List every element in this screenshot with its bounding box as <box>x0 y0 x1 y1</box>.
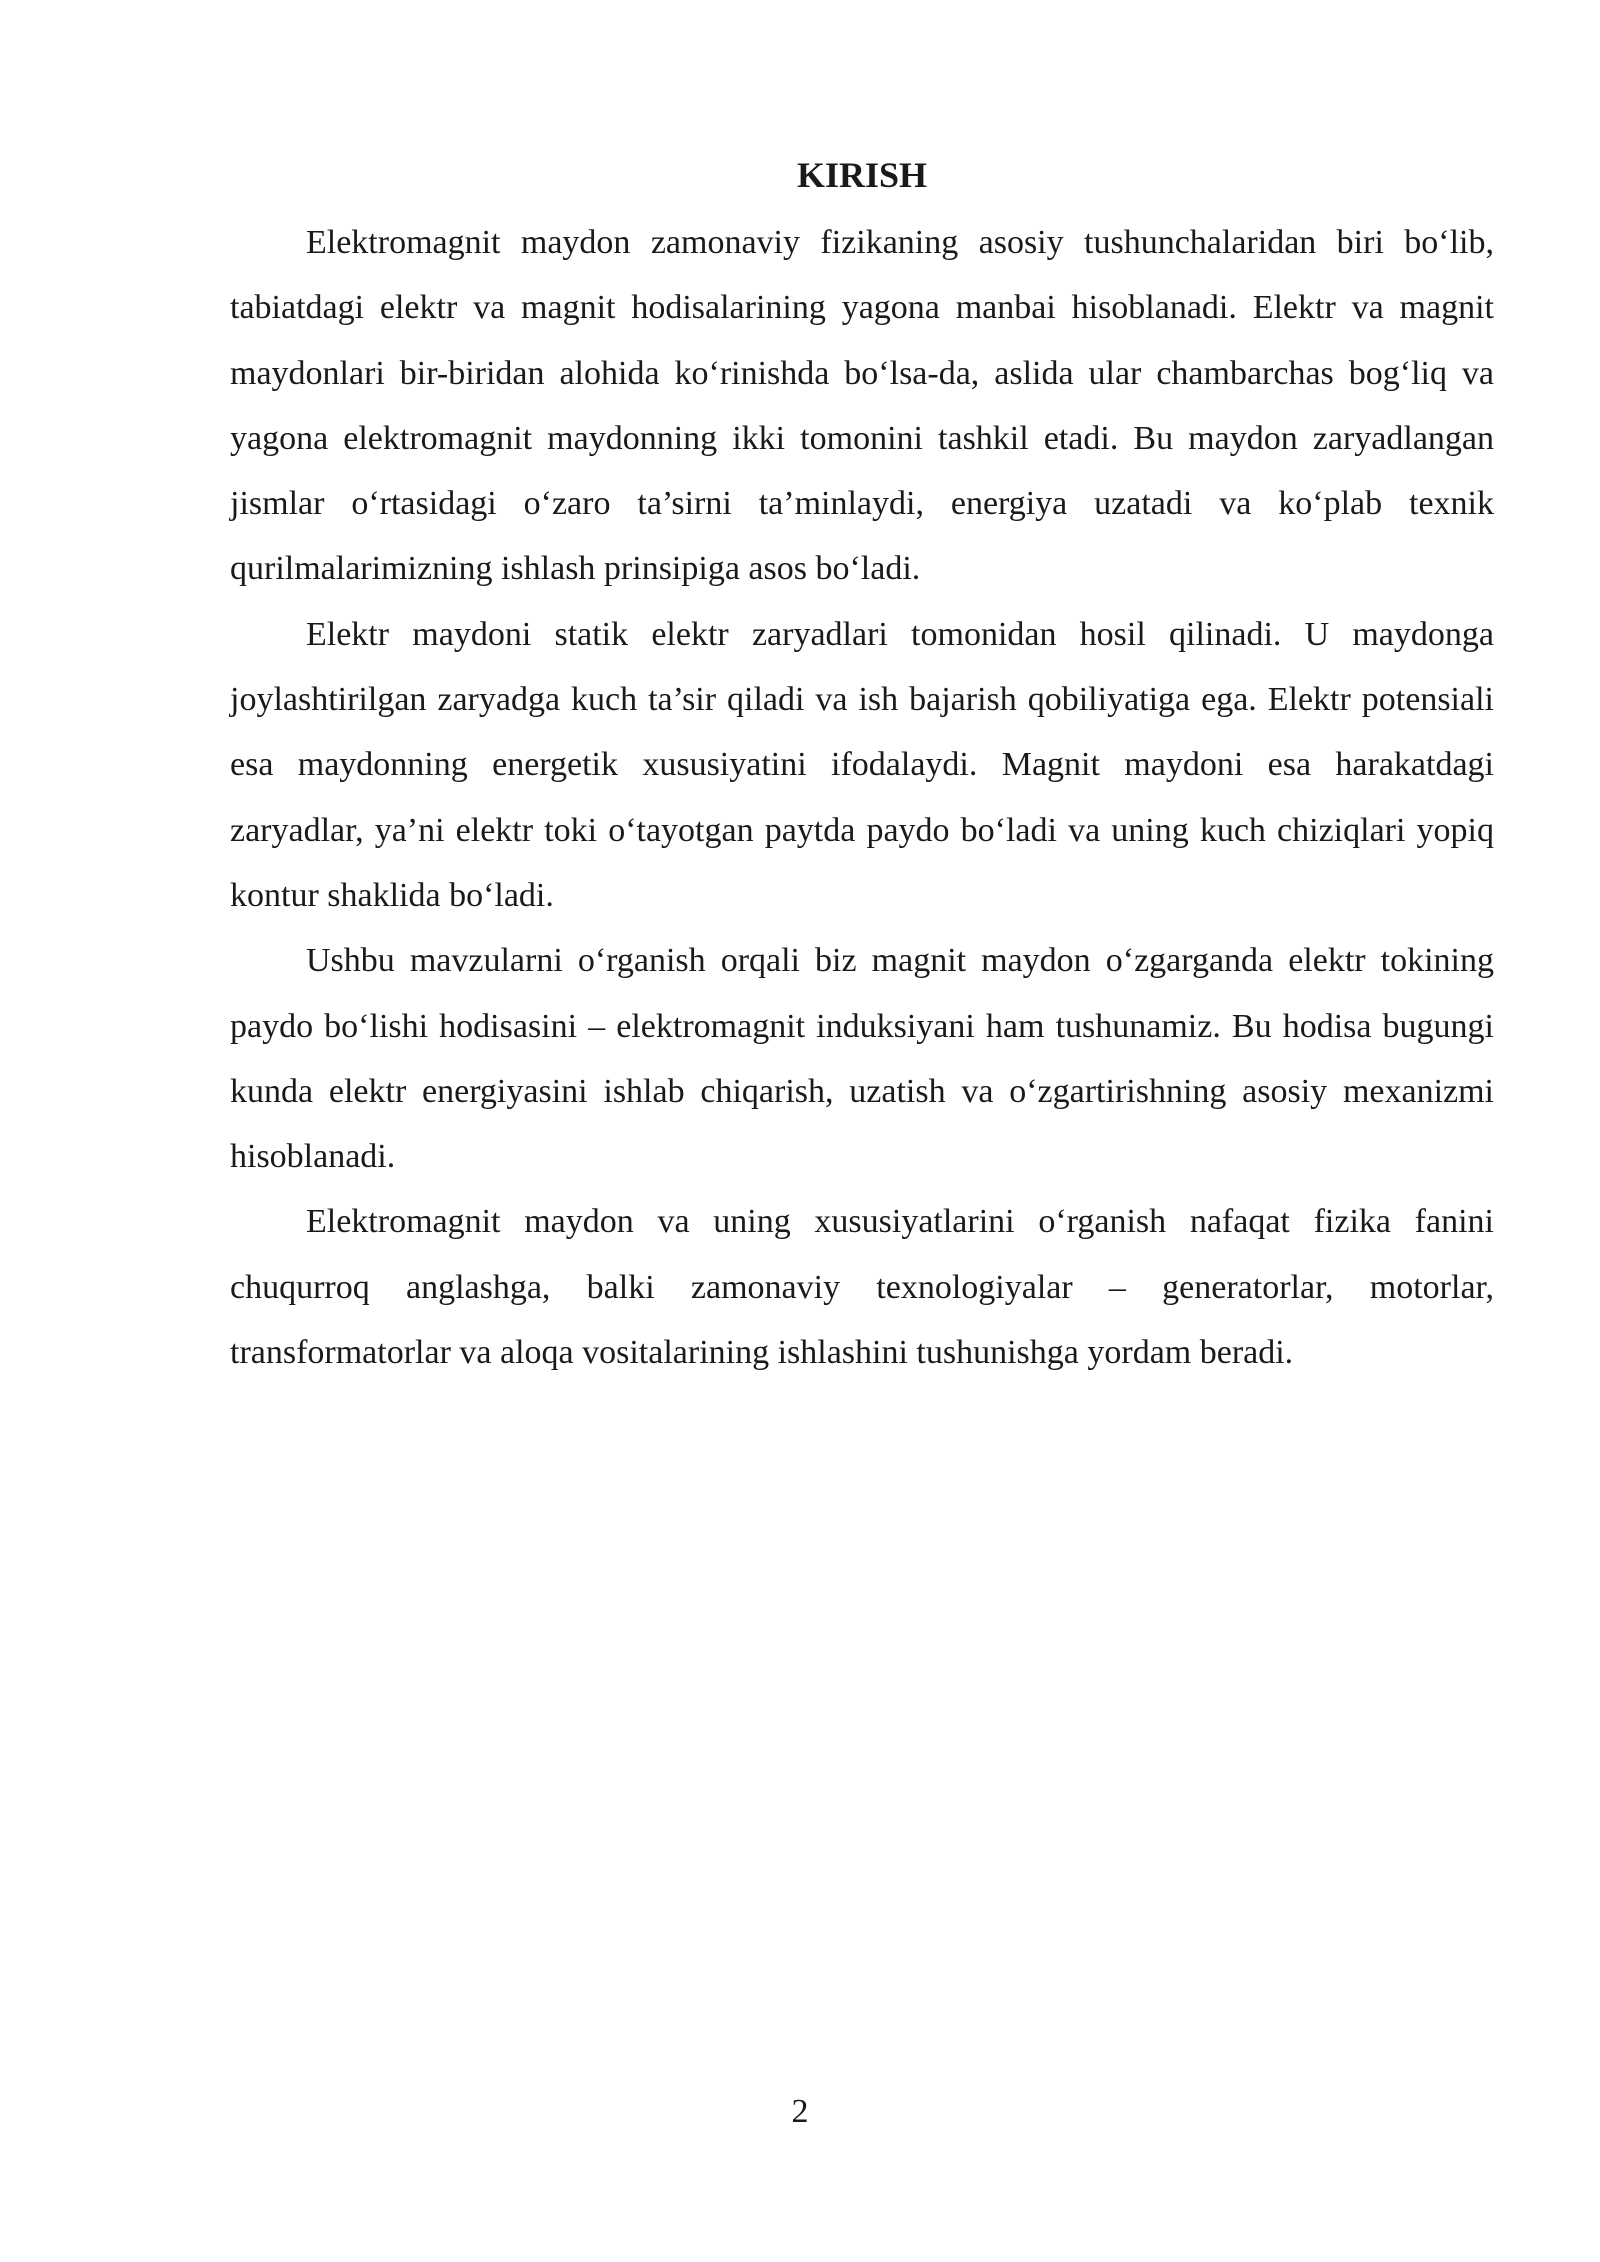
page-content <box>230 150 1494 1385</box>
paragraph-intro: Elektromagnit maydon zamonaviy fizikaning asosiy tushunchalaridan biri bo‘lib, tabiatdagi elektr va magnit hodisalarining yagona manbai hisoblanadi. Elektr va magnit maydonlari bir-biridan alohida ko‘rinishda bo‘lsa-da, aslida ular chambarchas bog‘liq va yagona elektromagnit maydonning ikki tomonini tashkil etadi. Bu maydon zaryadlangan jismlar o‘rtasidagi o‘zaro ta’sirni ta’minlaydi, energiya uzatadi va ko‘plab texnik qurilmalarimizning ishlash prinsipiga asos bo‘ladi. <box>230 224 1494 588</box>
paragraph-electric-field: Elektr maydoni statik elektr zaryadlari tomonidan hosil qilinadi. U maydonga joylashtirilgan zaryadga kuch ta’sir qiladi va ish bajarish qobiliyatiga ega. Elektr potensiali esa maydonning energetik xususiyatini ifodalaydi. Magnit maydoni esa harakatdagi zaryadlar, ya’ni elektr toki o‘tayotgan paytda paydo bo‘ladi va uning kuch chiziqlari yopiq kontur shaklida bo‘ladi. <box>230 615 1494 914</box>
page-number: 2 <box>791 2093 809 2130</box>
paragraph-applications: Elektromagnit maydon va uning xususiyatlarini o‘rganish nafaqat fizika fanini chuqurroq anglashga, balki zamonaviy texnologiyalar – generatorlar, motorlar, transformatorlar va aloqa vositalarining ishlashini tushunishga yordam beradi. <box>230 1203 1494 1372</box>
section-heading: KIRISH <box>796 155 928 195</box>
paragraph-induction: Ushbu mavzularni o‘rganish orqali biz magnit maydon o‘zgarganda elektr tokining paydo bo‘lishi hodisasini – elektromagnit induksiyani ham tushunamiz. Bu hodisa bugungi kunda elektr energiyasini ishlab chiqarish, uzatish va o‘zgartirishning asosiy mexanizmi hisoblanadi. <box>230 942 1494 1176</box>
